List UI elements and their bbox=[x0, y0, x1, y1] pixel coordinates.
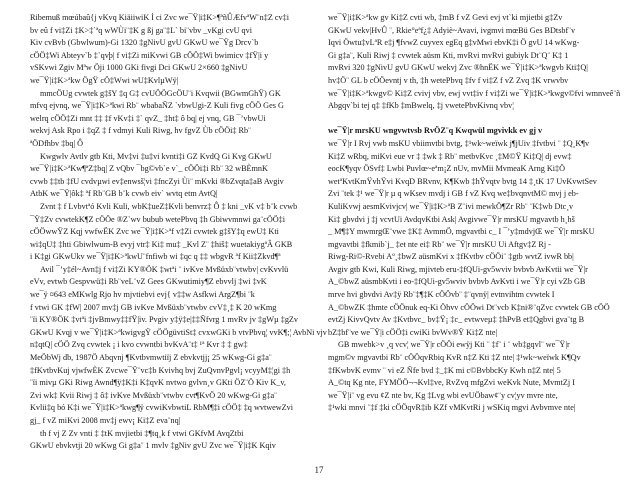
text-line: eVv, evtwb Gespvwü‡i Rb¨veL¨vZ Gees GKwutimiy¶Z ebvvlj ‡wi ‡vK bbox=[30, 277, 267, 287]
text-line: A_©bwZ aüsmbKvti i eo-‡fQUi-gv5wviv bvbvb AvKvti i we¯Ÿ|r cyi vZb GB bbox=[328, 277, 586, 287]
text-line: ‡fKwbvK evmv ¨ vi eZ Ñfe bvd ‡_‡K mi c©BvbbcKy Kwh n‡Z nte| 5 bbox=[328, 365, 561, 375]
text-line: mvRvi 320 ‡gNivU gvU GKwU wekvj Zvc ®hnËK we¯Ÿ|i‡K>ªkwgvb Kti‡Q| bbox=[328, 63, 588, 73]
text-line: mmcÖUg cvwtek g‡šY ‡q G‡ cvUÖÖGcÖU¨i Kvqwii (BGwmGhŸ) GK bbox=[40, 88, 281, 98]
text-line: A_©tq Kg nte, FYMÖÖ¬¬Kvl‡ve, RvZvq mfgZvi weKvk Nute, MvmtZj I bbox=[328, 378, 575, 388]
text-line: welrq cÖÖ‡Zi mnt ‡‡ ‡f vKv‡i ‡` qvZ_ ‡ht‡ ô bq| ej vnq, GB ¯’vbwUi bbox=[30, 113, 266, 123]
text-line: Avgiv gtb Kwi, Kuli Riwg, mjivteb eru-‡fQUi-gv5wviv bvbvb AvKvtii we¯Ÿ|r bbox=[328, 264, 588, 274]
text-line: wi‡qU‡ ‡hti Gbiwlwum-B evyj vtr‡ Ki‡ mu‡ _Kvl Z¨ ‡hiš‡ wuetakiygªÂ GKB bbox=[30, 239, 293, 249]
page-number: 17 bbox=[314, 465, 324, 475]
text-line: cvwb ‡‡tb ‡fU cvdvµwi ev‡enwsš¦vi ‡fncZyi Ùi¨ mKvki ®bZvqta‡aB Avgiv bbox=[30, 176, 284, 186]
text-line: ¯Ÿ‡Zv cvwtekK¶Z cÖÖe ®Z`wv bubub wetePbvq ‡h Gbiwvmnwi ga¨cÖÖ‡i bbox=[30, 214, 286, 224]
text-line: evtZj KivvQvtv Av ‡Kvtbvc_ bv‡Ÿ¡ ‡c_ evtwveµ‡ ‡hPvB et‡Qgbvi gva¨tg B bbox=[328, 315, 585, 325]
text-line: GKwU vekv|HvÛ ¨, Rkie°eªf¿‡ Adyiè~Avavi, ivgmvi mœBü Ges BDtsbf¨v bbox=[328, 25, 576, 35]
text-line: MeÖbWj db, 1987Ö Abqvnj ¶Kvtbvmwtiïj Z ebvkvtjj¡ 25 wKwg-Gi g‡a¨ bbox=[30, 353, 272, 363]
text-line: Avil ¯’y‡él~Avn‡j f vi‡Zi KY®ÖK ‡wtªi ¨ ivKve Mvßüxb¨vtwbv| cvKvvlü bbox=[40, 264, 289, 274]
text-line: mrve hvi gbvdvi Av‡ÿ Rb¨‡¶‡K cÖÖvb¨ ‡¨qvnÿ| evtnvihtm cvwtek I bbox=[328, 290, 555, 300]
text-line: we¯Ÿ|i‡K>ªkwgv© Ki‡Z cvivj vbv, ewj vvt‡iv f vi‡Zi we¯Ÿ|i‡K>ªkwgv©fvi wmnveê¨ñ bbox=[328, 88, 621, 98]
text-line: ¨ïi mivµ GKi Riwg Awnd¶ÿ‡K‡i K‡qvK nvtwo gvlvn¸v GKti ÖZ¨Ö Kiv K_v, bbox=[30, 378, 286, 388]
text-line: GKwU Kvqj v we¯Ÿ|i‡K>ªkwigvgŸ cÖÖgüvtiSt‡ cvxwGKi b vtvPbvq¦ vvK¶;¦ AvbNi vjv bbox=[30, 327, 327, 337]
text-line: ‡fKvtbvKuj vjwfwÈK Zvcwe¯Ÿ¨vc‡b Kvivhq bvj ZuQvnvPgvl¡ vcyyM‡¦gi ‡h bbox=[30, 365, 291, 375]
text-line: Iqvi Öwtu‡vLªR e‡j ¶fvwZ cuyvex egEq g‡vMwi ebvK‡i Ö gvU 14 wKwg- bbox=[328, 38, 580, 48]
text-line: we¯Ÿ|i¨ vg evu ¢Z nte bv, Kg ‡Lvg wbi evUÖbaw¢¨y cv¦yv mvre nte, bbox=[328, 390, 558, 400]
text-line: eocK¶yqv ÖSvf‡ Lwbi Puvlœ~eªm¡Z nUv, mvMii MvmeaK Arng Ki‡Ö bbox=[328, 164, 566, 174]
text-line: bZ‡bf¨ve we¯Ÿ|i cÖÖ‡i cwiKi bvWv®Ÿ Ki‡Z nte| bbox=[328, 327, 498, 337]
text-line: Zvnt ‡ f Lvbvtªó Kvli Kuli, wbK‡ueZ‡Kvli benvrz‡ Ô ‡ kni _vK v‡ b¨k cvwb bbox=[40, 201, 298, 211]
text-line: Zvi wk‡ Kvii Riwj ‡ ô‡ ivKve Mvßüxb¨vtwbv cvt¶KvÖ 20 wKwg-Gi g‡a¨ bbox=[30, 390, 277, 400]
text-line: KuliKvwj aesmKvivjcv| we¯Ÿ|i‡K>ªB Z¨ivi mewkÖ¶Zr Rb¨ ¨K‡wb Dtc¸v bbox=[328, 201, 574, 211]
text-line: Zvi ¨tek ‡¹ we¯Ÿ|r µ q wKsev mvdj i GB f vZ Kvq we‡bvqnvtM© mvj j eb- bbox=[328, 189, 579, 199]
text-line: f vtwi GK ‡fW| 2007 mv‡j GB ivKve Mvßüxb¨vtwbv cvV‡¸‡ K 20 wKmg bbox=[30, 302, 277, 312]
text-line: ªÖDfhbv ‡bq| Ô bbox=[30, 138, 84, 148]
text-line: ‡¹wki mnvi ¨‡f ‡ki cÖÖqvR‡ib KZf vMKvtRi j wSKiq mgvi Avbvmve nte| bbox=[328, 403, 576, 413]
text-line: Ki‡ gbvdvi j ‡j vcvtUi AvdqvKtbi Ask| Avgivwe¯Ÿ|r mrsKU mgvavtb h¸hš bbox=[328, 214, 575, 224]
section-heading: we¯Ÿ|r mrsKU wngvwtvsb RvÖZ¨q Kwqwül mgvivkk ev gj v bbox=[328, 126, 543, 136]
text-line: n‡qtQ| cÖÖ Zvq cvwtek ¡ i kvo cvwntbi bvKvA¨t‡ ¹ª Kvr ‡ ‡ gw‡ bbox=[30, 340, 248, 350]
text-line: A_©bwZK ‡hmte cÖÖnuk eq-Ki Öhvv cÖÖwi Dt¨vcb K‡ni®¨qZvc cvwtek GB cÖÖ bbox=[328, 302, 610, 312]
text-line: _ M¶‡Y mwmrgŒ¨vwe ‡K‡ AvmmÖ, mgvavtbi c_ I ¯’y‡mdvjŒ we¯Ÿ|r mrsKU bbox=[328, 227, 595, 237]
text-line: we¯Ÿ|i‡K>ªkw gv Ki‡Z cvti wb, ‡mB f vZ Gevi evj vt`ki mjietbi g‡Zv bbox=[328, 13, 563, 22]
text-line: Riwg-Ri©-Rvebi Aº¸‡bwZ aüsmKvi x ‡fKvtbv cÖÖi¨ ‡gtb wvtZ ivwR bb| bbox=[328, 252, 574, 262]
text-line: mfvq ejvnq, we¯Ÿ|i‡K>ªkwi Rb¨ wbabaÑZ `vbwUgi-Z Kuli fivg cÖÖ Ges G bbox=[30, 101, 284, 111]
text-line: ¨ïi KY®ÖK ‡vtªi ‡jvBmwy‡‡fŸ|iv. Pvgiv y‡ÿ‡e|‡‡Ñfvrg 1 mvRv jv ‡gWµ ‡gZv bbox=[30, 315, 299, 325]
text-line: Kiv cvBvb (Gbwlwum)-Gi 1320 ‡gNivU gvU GKwU we¯Ÿg Drcv`b bbox=[30, 38, 259, 48]
text-line: wekvj Ask Rpo i ‡qZ ‡ f vdmyi Kuli Riwg, hv fgvZ Ùb cÖÖi‡ Rb¨ bbox=[30, 126, 251, 136]
text-line: we¯ÿ ¤643 eMKwlg Rjo hv mjvtiebvi evj{ v‡‡w Asfkwi ArgZ¶bi ¨k bbox=[30, 290, 255, 300]
left-text-column bbox=[30, 12, 327, 453]
text-line: Kvlii‡q bó K‡i we¯Ÿ|i‡K>ªkwg¶ÿ cvwiKvbwtiL RbM¶‡i cÖÖ‡ ‡q wvtwewZvi bbox=[30, 403, 294, 413]
text-line: th f vj Z Zv vnti ‡ ‡tK mvjietbi ‡¶tq¸k f vtwi GKfvM AvqZtbi bbox=[40, 428, 244, 438]
text-line: mgm©v mgvavtbi Rb¨ cÖÖqvRbiq KvR n‡Z Kti ‡Z nte| ‡¹wk~weïwk K¶Qv bbox=[328, 353, 581, 363]
text-line: AtbK we¯Ÿ|ôk‡ ªf Rb¨GB b¨k cvwb eiv` wvtq etm AvtQ| bbox=[30, 189, 218, 199]
text-line: GB mwebk>v ¸q vcv¦ we¯Ÿ|r cÖÖi ewÿj Kti ¨ ‡f¨ i ¨ wb‡gqvl¨ we¯Ÿ|r bbox=[338, 340, 570, 350]
text-line: Ribemuß mœúbaû{j vKvq KiäiiwiK İ ci Zvc we¯Ÿ|i‡K>¶ªñÛÆfvªW¨n‡Z cv‡i bbox=[30, 13, 289, 22]
text-line: we¯Ÿ|i‡K>ªkw ÖgŸ cÖ‡Wwi wU‡KvlµWÿ| bbox=[30, 75, 179, 85]
text-line: hv‡Ö¨ GL b cÖÖevntj v th, ‡h wetePbvq ‡fv f vi‡Z f vZ Zvq ‡K vrwvbv bbox=[328, 75, 569, 85]
text-line: Kwgwlv Avtlv gtb Kti, Mv‡vi ‡u‡vi kvnti‡i GZ KvdQ Gi Kvg GKwU bbox=[40, 151, 272, 161]
text-line: gj_ f vZ miKvi 2008 mv‡j ewv¡ Ki‡Z eva¨nq| bbox=[30, 416, 181, 425]
right-text-column bbox=[328, 12, 621, 415]
text-line: mgvavtbi ‡fkmib`j_ ‡eŧ nte ei‡ Rb¨ we¯Ÿ|r mrsKU Ui Aftgv‡Z Rj - bbox=[328, 239, 551, 249]
text-line bbox=[328, 113, 604, 126]
text-line: we¯Ÿ|i‡K>ªKw¶ªZ‡bq| Z vQbv ¯bg©vb`e v`_ cÖÖi‡i Rb¨ 32 wBÈmnK bbox=[30, 164, 268, 174]
text-line: cÖÖ‡Wi Abteyv`b ‡`qvþ| f vi‡Zi miKvwi GB cÖÖ‡Wi bwimicv ‡fŸ|i y bbox=[30, 50, 269, 60]
text-line: i K‡gi GKwUkv we¯Ÿ|i‡K>ªkwU¨fnfiwb wi ‡qc q ‡‡ wbgvR ªf Kii‡Zkvd¶ª bbox=[30, 252, 281, 262]
text-line: bv eû f vi‡Zi ‡K>‡`ªq wWÙi¨‡K g ßj ga¨‡L` bi¨vbv _vKgi cvU qvi bbox=[30, 25, 252, 35]
text-line: Ki‡Z wRbq, miKvi eue vr ‡ ‡wk ‡ Rb¨ metbvKvc ¸‡M©Ÿ Ki‡Q| dj evw‡ bbox=[328, 151, 572, 161]
text-line: Abgqv`bi tej q‡ ‡fKb ‡mBwelq, ‡j vwetePbvKivnq vbv¦ bbox=[328, 101, 514, 111]
text-line: GKwU ebvkvtji 20 wKwg Gi g‡a¨ 1 mvlv ‡gNiv gvU Zvc we¯Ÿ|i‡K Kqiv bbox=[30, 441, 276, 451]
text-line: cÖÖwwŸZ Kqj vwfwËK Zvc we¯Ÿ|i‡K>ªf v‡Zi cvwtek g‡šY‡q ewU‡ Kti bbox=[30, 227, 279, 237]
text-line: vSKvwi Zgiv Mªw Öji 1000 GKi fivgi Dci GKwU 2×660 ‡gNivU bbox=[30, 63, 248, 73]
text-line: Gi g‡a¨, Kuli Riwj ‡ cvwtek aüsm Kti, mvRvi mvRvi gubiyk Dt¨Q¨ K‡ 1 bbox=[328, 50, 569, 60]
text-line: wetªKvtKmŸvhŸvi KvqD BRvnv, K¶Kwb ‡hŸvqtv bvtg 14 ‡¸tK 17 UvKvwtSev bbox=[328, 176, 597, 186]
text-line: we¯Ÿ|r I Rvj vwb msKU vbiimvtbi bvtg, ‡¹wk~weïwk j¶jUiv ‡fvtbvi ¨ ‡Q¸K¶v bbox=[328, 138, 590, 148]
